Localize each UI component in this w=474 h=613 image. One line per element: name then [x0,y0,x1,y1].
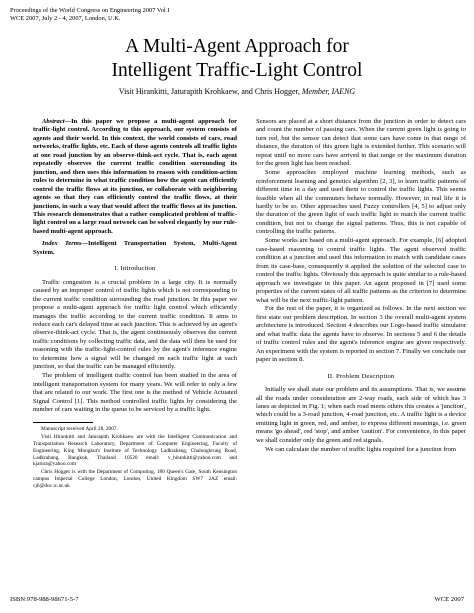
footer-venue: WCE 2007 [434,596,464,603]
right-column [256,118,466,455]
footnote-manuscript: Manuscript received April 28, 2007. [41,426,118,433]
intro-paragraph-2: The problem of intelligent traffic control has been studied in the area of intelligent transportation system for many years. We will refer to only a few that are related to our work. The first one is the method of Vehicle Actuated Signal Control [1]. This method controlled traffic lights by considering the number of cars waiting in the queue to be serviced by a traffic light. [33,372,237,413]
author-names: Visit Hirankitti, Jaturapith Krohkaew, and Chris Hogger, [118,87,300,96]
author-line [0,87,474,96]
header-line-1: Proceedings of the World Congress on Engineering 2007 Vol I [10,7,170,14]
abstract-text: —In this paper we propose a multi-agent approach for traffic-light control. According to this approach, our system consists of agents and their world. In this context, the world consists of cars, road networks, traffic lights, etc. Each of these agents controls all traffic lights at one road junction by an observe-think-act cycle. That is, each agent repeatedly observes the current traffic condition surrounding its junction, and then uses this information to reason with condition-action rules to determine in what traffic condition how the agent can efficiently control the traffic flows at its junction, or collaborate with neighboring agents so that they can efficiently control the traffic flows, at their junctions, in such a way that would affect the traffic flows at its junction. This research demonstrates that a rather complicated problem of traffic-light control on a large road network can be solved elegantly by our rule-based multi-agent approach. [33,118,237,235]
section-heading-problem: II. Problem Description [327,372,395,380]
index-terms [33,240,237,257]
intro-paragraph-4: Some approaches employed machine learning methods, such as reinforcement learning and genetics algorithm [2, 3], to learn traffic patterns of different time in a day and used them to control the traffic lights. This seems feasible when all the commuters behave normally. However, in real life it is hardly to be so. Other approaches used Fuzzy controllers [4, 5] to adjust only the duration of the green light of each traffic light to match the current traffic condition, but not to change the signal patterns. Thus, this is not capable of controlling the traffic patterns. [256,169,466,236]
intro-paragraph-5: Some works are based on a multi-agent approach. For example, [6] adopted case-based reasoning to control traffic lights. The agent observed traffic condition at a junction and used this information to match with candidate cases from its case-base, consequently it applied the solution of the selected case to control the traffic lights. Obviously this approach is quite similar to a rule-based approach we investigate in this paper. An agent proposed in [7] used some properties of the current states of all traffic patterns as the criterion to determine what will be the next traffic-light pattern. [256,237,466,304]
abstract [33,118,237,236]
header-line-2: WCE 2007, July 2 - 4, 2007, London, U.K. [10,15,121,23]
left-column [33,118,237,490]
problem-paragraph-1: Initially we shall state our problem and its assumptions. That is, we assume all the roads under consideration are 2-way roads, each side of which has 3 lanes as depicted in Fig. 1; when each road meets others this creates a 'junction', which could be a 3-road junction, 4-road junction, etc. A traffic light is a device emitting light in green, red, and amber, to express different meanings, i.e. green means 'go ahead', red 'stop', and amber 'caution'. For convenience, in this paper we shall consider only the green and red signals. [256,386,466,444]
intro-paragraph-1: Traffic congestion is a crucial problem in a large city. It is normally caused by an improper control of traffic lights which is not corresponding to the current traffic condition surrounding the road junction. In this paper we propose a multi-agent approach for traffic light control which efficiently manages the traffic according to the current traffic condition. It aims to reduce each car's delayed time at each junction. This is achieved by an agent's observe-think-act cycle. That is, the agent continuously observes the current traffic conditions by collecting traffic data, and the data will then be used for reasoning with the traffic-light-control rules by the agent's inference engine to determine how a signal will be changed on each traffic light at each junction, so that the traffic can be managed efficiently. [33,278,238,371]
intro-paragraph-6: For the rest of the paper, it is organized as follows. In the next section we first state our problem description. In section 3 the overall multi-agent system architecture is introduced. Section 4 describes our Logo-based traffic simulator and what traffic data the agents have to observe. In sections 5 and 6 the details of traffic control rules and the agent's inference engine are given respectively. An experiment with the system is reported in section 7. Finally we conclude our paper in section 8. [256,305,466,364]
author-role: Member, IAENG [299,87,356,96]
footnote-affiliation-2: Chris Hogger is with the Department of Computing, 180 Queen's Gate, South Kensington campus Imperial College London, London, United Kingdom SW7 2AZ email: cjh@doc.ic.ac.uk [33,468,237,489]
index-terms-text: —Intelligent Transportation System, Multi-Agent System. [33,240,237,256]
paper-title-line-1: A Multi-Agent Approach for [125,36,349,57]
footer-isbn: ISBN:978-988-98671-5-7 [10,596,79,603]
proceedings-header [10,7,169,24]
abstract-lead: Abstract [42,118,65,125]
paper-title-line-2: Intelligent Traffic-Light Control [111,60,363,81]
index-terms-lead: Index Terms [42,240,82,248]
intro-paragraph-3: Sensors are placed at a short distance from the junction in order to detect cars and count the number of passing cars. When the current green light is going to turn red, but the sensor can detect that some cars have come in that range of distance, the duration of this green light is extended further. This scenario will repeat until no more cars have arrived in that range or the maximum duration for the green light has been reached. [256,118,466,168]
footnote-affiliation-1: Visit Hirankitti and Jaturapith Krohkaew are with the Intelligent Communication and Transportation Research Laboratory, Department of Computer Engineering, Faculty of Engineering, King Mongkut's Institute of Technology Ladkrabang, Chalongkrung Road, Ladkrabang, Bangkok, Thailand 10520 email: v_hirankitti@yahoo.com and kjatura@yahoo.com [33,433,237,468]
problem-paragraph-2: We can calculate the number of traffic lights required for a junction from [265,445,456,453]
section-heading-introduction: I. Introduction [114,265,156,273]
footnote-divider [33,422,93,423]
